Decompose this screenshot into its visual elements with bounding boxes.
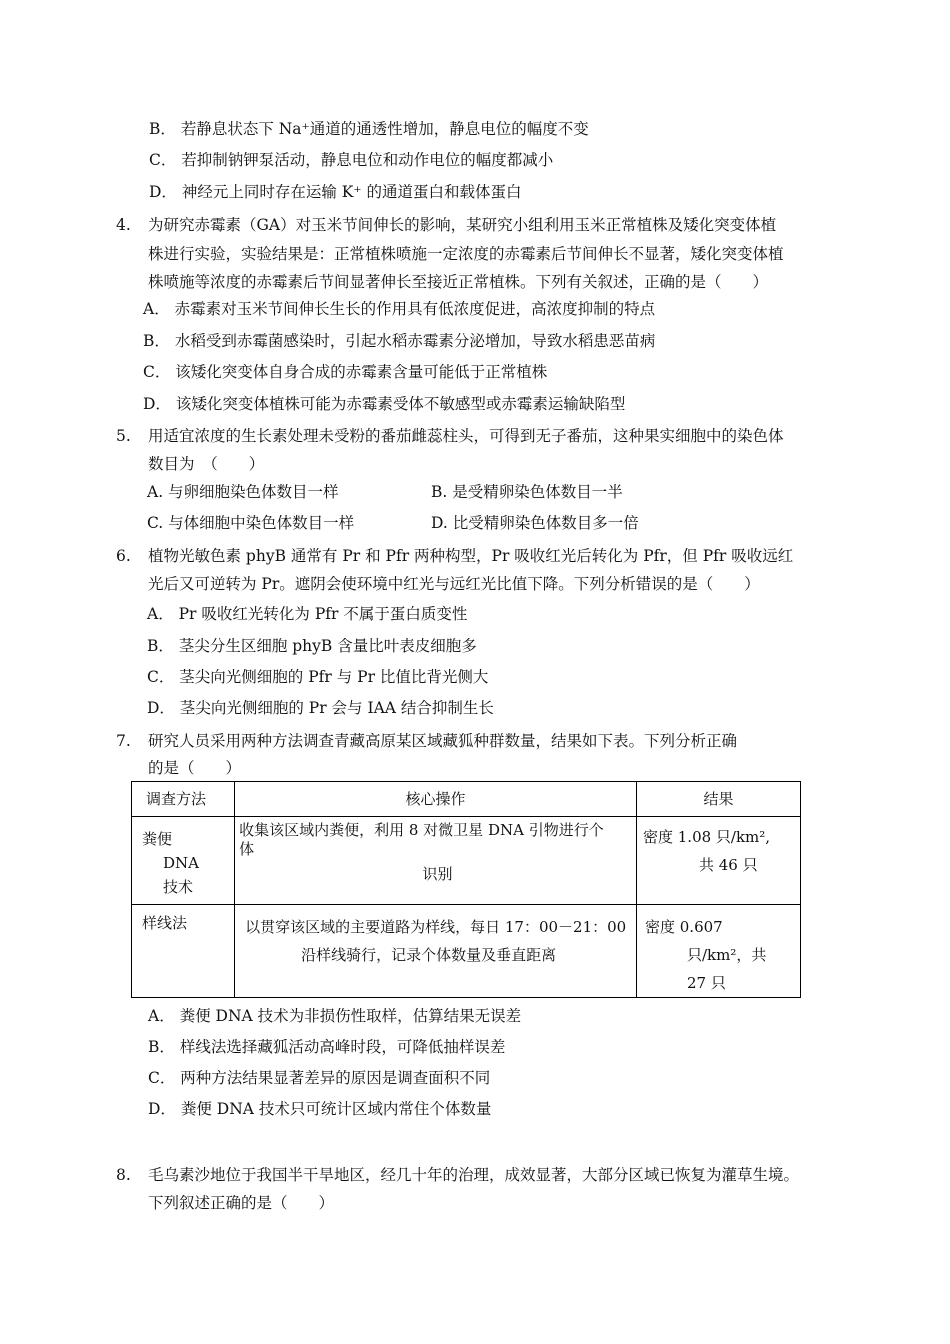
q8-stem-line-1: 毛乌素沙地位于我国半干旱地区，经几十年的治理，成效显著，大部分区域已恢复为灌草生境。 (148, 1166, 800, 1184)
q5-option-a: A. 与卵细胞染色体数目一样 (147, 483, 339, 501)
q3-option-b: B． 若静息状态下 Na⁺通道的通透性增加，静息电位的幅度不变 (149, 120, 589, 138)
row1-result (636, 817, 800, 905)
q4-stem-line-2: 株进行实验，实验结果是：正常植株喷施一定浓度的赤霉素后节间伸长不显著，矮化突变体植 (148, 245, 784, 263)
q6-option-b: B． 茎尖分生区细胞 phyB 含量比叶表皮细胞多 (147, 637, 477, 655)
row2-operation-line: 以贯穿该区域的主要道路为样线，每日 17：00－21：00 (245, 918, 627, 936)
q4-option-d: D． 该矮化突变体植株可能为赤霉素受体不敏感型或赤霉素运输缺陷型 (143, 395, 626, 413)
q5-number: 5. (116, 427, 131, 445)
row1-operation (235, 817, 637, 905)
q7-stem-line-2: 的是（ ） (148, 759, 242, 777)
row2-result-line: 只/km²，共 (686, 946, 767, 964)
row1-operation-line: 体 (239, 840, 255, 858)
q7-stem-line-1: 研究人员采用两种方法调查青藏高原某区域藏狐种群数量，结果如下表。下列分析正确 (148, 732, 738, 750)
row2-operation (235, 905, 637, 998)
q6-option-a: A． Pr 吸收红光转化为 Pfr 不属于蛋白质变性 (147, 605, 468, 623)
q3-option-c: C． 若抑制钠钾泵活动，静息电位和动作电位的幅度都减小 (149, 151, 554, 169)
row1-method-line: 粪便 (142, 830, 173, 848)
row2-method-line: 样线法 (142, 914, 188, 932)
header-result: 结果 (636, 782, 800, 817)
row1-result-line: 共 46 只 (698, 856, 758, 874)
q5-option-c: C. 与体细胞中染色体数目一样 (147, 514, 355, 532)
q7-number: 7. (116, 732, 131, 750)
row1-operation-line: 识别 (422, 865, 453, 883)
q3-option-d: D． 神经元上同时存在运输 K⁺ 的通道蛋白和载体蛋白 (149, 183, 522, 201)
q6-stem-line-1: 植物光敏色素 phyB 通常有 Pr 和 Pfr 两种构型，Pr 吸收红光后转化为 Pfr，但 Pfr 吸收远红 (148, 547, 794, 565)
table-header-row (132, 782, 801, 817)
row2-result-line: 密度 0.607 (644, 918, 723, 936)
row2-operation-line: 沿样线骑行，记录个体数量及垂直距离 (301, 946, 557, 964)
q6-option-c: C． 茎尖向光侧细胞的 Pfr 与 Pr 比值比背光侧大 (147, 668, 489, 686)
q8-stem-line-2: 下列叙述正确的是（ ） (148, 1194, 335, 1212)
q7-option-c: C． 两种方法结果显著差异的原因是调查面积不同 (148, 1069, 491, 1087)
q4-number: 4. (116, 216, 131, 234)
q7-option-b: B． 样线法选择藏狐活动高峰时段，可降低抽样误差 (148, 1038, 506, 1056)
q5-stem-line-2: 数目为 （ ） (148, 455, 265, 473)
q5-option-d: D. 比受精卵染色体数目多一倍 (431, 514, 639, 532)
row1-method-line: 技术 (163, 878, 194, 896)
q7-option-a: A． 粪便 DNA 技术为非损伤性取样，估算结果无误差 (148, 1007, 522, 1025)
row1-method-line: DNA (163, 854, 199, 872)
row1-method (132, 817, 235, 905)
header-method: 调查方法 (132, 782, 235, 817)
q4-option-b: B． 水稻受到赤霉菌感染时，引起水稻赤霉素分泌增加，导致水稻患恶苗病 (143, 332, 656, 350)
q6-stem-line-2: 光后又可逆转为 Pr。遮阴会使环境中红光与远红光比值下降。下列分析错误的是（ ） (148, 575, 760, 593)
row1-result-line: 密度 1.08 只/km², (642, 828, 771, 846)
q6-option-d: D． 茎尖向光侧细胞的 Pr 会与 IAA 结合抑制生长 (147, 699, 494, 717)
table-row (132, 817, 801, 905)
q8-number: 8. (116, 1166, 131, 1184)
row1-operation-line: 收集该区域内粪便，利用 8 对微卫星 DNA 引物进行个 (239, 821, 604, 839)
q4-option-a: A． 赤霉素对玉米节间伸长生长的作用具有低浓度促进，高浓度抑制的特点 (143, 300, 656, 318)
q7-option-d: D． 粪便 DNA 技术只可统计区域内常住个体数量 (148, 1100, 492, 1118)
q5-stem-line-1: 用适宜浓度的生长素处理未受粉的番茄雌蕊柱头，可得到无子番茄，这种果实细胞中的染色体 (148, 427, 784, 445)
q4-stem-line-1: 为研究赤霉素（GA）对玉米节间伸长的影响，某研究小组利用玉米正常植株及矮化突变体植 (148, 216, 777, 234)
row2-method (132, 905, 235, 998)
row2-result (636, 905, 800, 998)
q5-option-b: B. 是受精卵染色体数目一半 (431, 483, 623, 501)
table-row (132, 905, 801, 998)
q4-stem-line-3: 株喷施等浓度的赤霉素后节间显著伸长至接近正常植株。下列有关叙述，正确的是（ ） (148, 273, 769, 291)
survey-table (131, 781, 801, 998)
q4-option-c: C． 该矮化突变体自身合成的赤霉素含量可能低于正常植株 (143, 363, 548, 381)
row2-result-line: 27 只 (686, 974, 726, 992)
q6-number: 6. (116, 547, 131, 565)
header-operation: 核心操作 (235, 782, 637, 817)
